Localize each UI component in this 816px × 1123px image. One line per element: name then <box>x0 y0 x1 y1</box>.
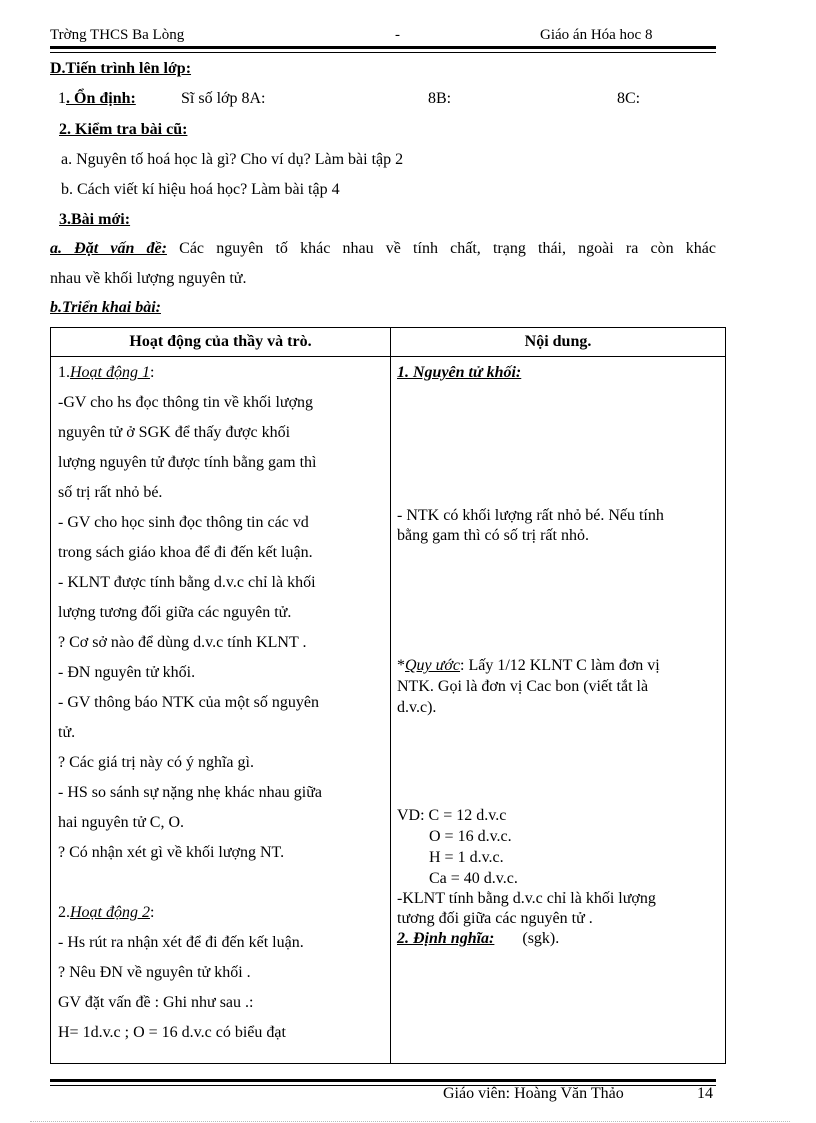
section-d-title: D.Tiến trình lên lớp: <box>50 60 192 77</box>
quy-uoc-line-1 <box>397 657 660 675</box>
quy-uoc-line-2: NTK. Gọi là đơn vị Cac bon (viết tắt là <box>397 678 649 695</box>
hd2-num: 2. <box>58 904 70 921</box>
on-dinh-num: 1 <box>58 90 66 107</box>
quy-uoc-label: Quy ước <box>405 657 461 674</box>
ntk-line-1: - NTK có khối lượng rất nhỏ bé. Nếu tính <box>397 507 664 524</box>
vd-line-2: O = 16 d.v.c. <box>429 828 512 845</box>
header-school: Trờng THCS Ba Lòng <box>50 27 185 43</box>
page-bottom-dotted-rule <box>30 1121 790 1122</box>
header-rule-thick <box>50 46 716 49</box>
class-8b: 8B: <box>428 90 452 107</box>
hd2-colon: : <box>150 904 155 921</box>
vd-line-4: Ca = 40 d.v.c. <box>429 870 518 887</box>
heading-dinh-nghia: 2. Định nghĩa: <box>397 930 495 947</box>
ntk-line-2: bằng gam thì có số trị rất nhỏ. <box>397 527 589 544</box>
quy-uoc-text-1: : Lấy 1/12 KLNT C làm đơn vị <box>460 657 660 674</box>
si-so-label: Sĩ số lớp 8A: <box>181 90 266 107</box>
list-item: lượng nguyên tử được tính bằng gam thì <box>58 454 317 471</box>
question-b: b. Cách viết kí hiệu hoá học? Làm bài tập 4 <box>61 181 340 198</box>
list-item: H= 1d.v.c ; O = 16 d.v.c có biểu đạt <box>58 1024 286 1041</box>
list-item: tử. <box>58 724 76 741</box>
hd1-colon: : <box>150 364 155 381</box>
list-item: -GV cho hs đọc thông tin về khối lượng <box>58 394 314 411</box>
footer-rule-thick <box>50 1079 716 1082</box>
col-left-header: Hoạt động của thầy và trò. <box>51 328 391 357</box>
list-item: nguyên tử ở SGK để thấy được khối <box>58 424 291 441</box>
hd2-label: Hoạt động 2 <box>70 904 150 921</box>
list-item: - GV thông báo NTK của một số nguyên <box>58 694 319 711</box>
hd1-label: Hoạt động 1 <box>70 364 150 381</box>
list-item: - Hs rút ra nhận xét để đi đến kết luận. <box>58 934 304 951</box>
class-8c: 8C: <box>617 90 641 107</box>
vd-line-1: VD: C = 12 d.v.c <box>397 807 507 824</box>
bai-moi-title: 3.Bài mới: <box>59 211 131 228</box>
list-item: ? Cơ sở nào để dùng d.v.c tính KLNT . <box>58 634 307 651</box>
list-item: hai nguyên tử C, O. <box>58 814 184 831</box>
hd1-heading <box>58 364 154 382</box>
quy-uoc-line-3: d.v.c). <box>397 699 437 716</box>
footer-page-number: 14 <box>697 1085 713 1102</box>
trien-khai-title: b.Triển khai bài: <box>50 299 161 316</box>
hd1-num: 1. <box>58 364 70 381</box>
list-item: số trị rất nhỏ bé. <box>58 484 163 501</box>
list-item: - GV cho học sinh đọc thông tin các vd <box>58 514 309 531</box>
list-item: ? Các giá trị này có ý nghĩa gì. <box>58 754 254 771</box>
question-a: a. Nguyên tố hoá học là gì? Cho ví dụ? Làm bài tập 2 <box>61 151 404 168</box>
klnt-line-1: -KLNT tính bằng d.v.c chỉ là khối lượng <box>397 890 656 907</box>
left-column <box>51 357 391 1064</box>
list-item: trong sách giáo khoa để đi đến kết luận. <box>58 544 313 561</box>
vd-line-3: H = 1 d.v.c. <box>429 849 504 866</box>
footer-teacher: Giáo viên: Hoàng Văn Thảo <box>443 1085 624 1102</box>
dat-van-de-line-2: nhau về khối lượng nguyên tử. <box>50 270 247 287</box>
kiem-tra-title: 2. Kiểm tra bài cũ: <box>59 121 188 138</box>
header-dash: - <box>395 27 400 43</box>
list-item: lượng tương đối giữa các nguyên tử. <box>58 604 292 621</box>
list-item: ? Có nhận xét gì về khối lượng NT. <box>58 844 285 861</box>
list-item: - HS so sánh sự nặng nhẹ khác nhau giữa <box>58 784 322 801</box>
klnt-line-2: tương đối giữa các nguyên tử . <box>397 910 593 927</box>
sgk-ref: (sgk). <box>522 930 560 947</box>
list-item: ? Nêu ĐN về nguyên tử khối . <box>58 964 251 981</box>
dat-van-de-text-1: Các nguyên tố khác nhau về tính chất, trạng thái, ngoài ra còn khác <box>166 240 716 257</box>
dinh-nghia-line <box>397 930 559 948</box>
header-subject: Giáo án Hóa hoc 8 <box>540 27 653 43</box>
col-right-header: Nội dung. <box>391 328 726 357</box>
on-dinh-line <box>58 90 136 108</box>
list-item: GV đặt vấn đề : Ghi như sau .: <box>58 994 254 1011</box>
lesson-table <box>50 327 726 1064</box>
right-column <box>391 357 726 1064</box>
dat-van-de-label: a. Đặt vấn đề: <box>50 240 167 257</box>
hd2-heading <box>58 904 154 922</box>
list-item: - ĐN nguyên tử khối. <box>58 664 196 681</box>
header-rule-thin <box>50 52 716 53</box>
heading-nguyen-tu-khoi: 1. Nguyên tử khối: <box>397 364 522 381</box>
quy-uoc-star: * <box>397 657 405 674</box>
on-dinh-label: . Ổn định: <box>66 90 136 107</box>
dat-van-de-line-1 <box>50 240 716 258</box>
list-item: - KLNT được tính bằng d.v.c chỉ là khối <box>58 574 316 591</box>
